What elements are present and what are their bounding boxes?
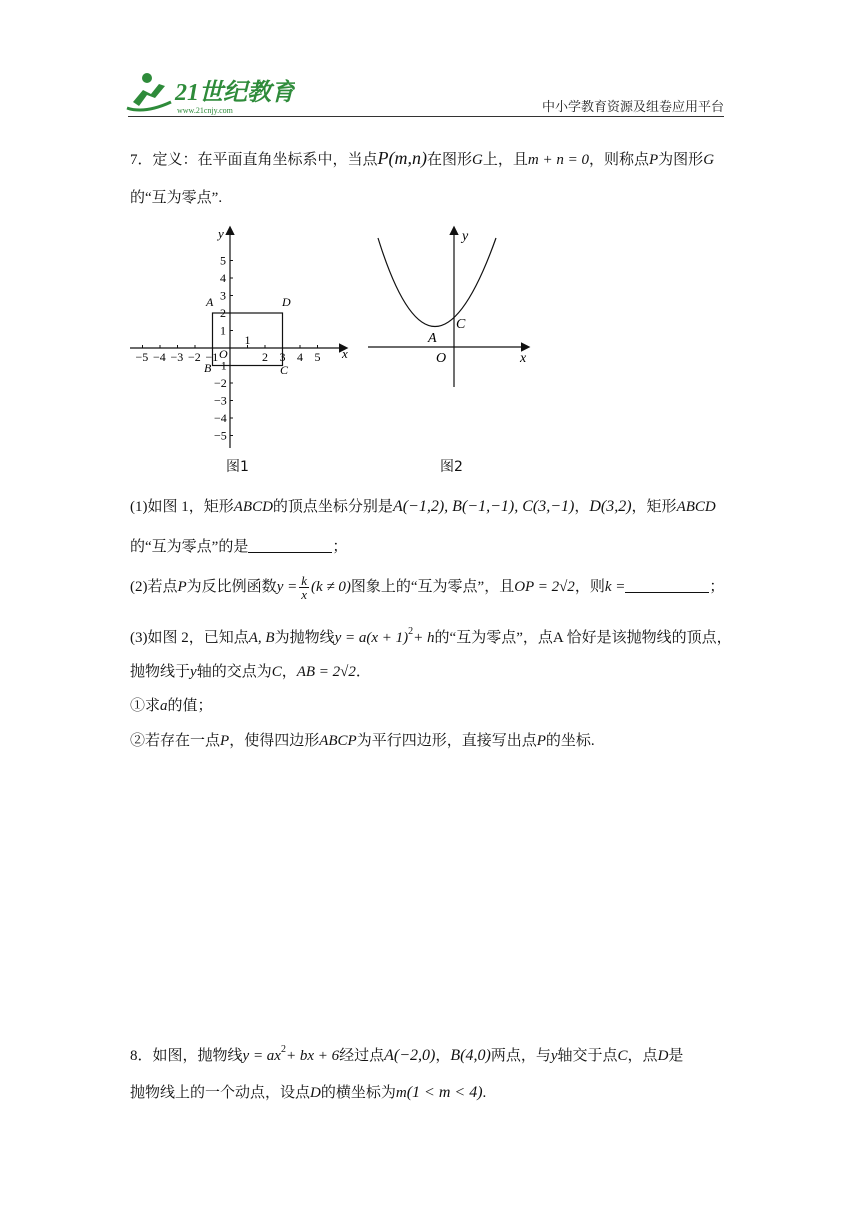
figure-2 xyxy=(360,222,540,392)
k-condition: (k ≠ 0) xyxy=(311,579,351,595)
exponent: 2 xyxy=(280,1044,286,1055)
var-a: a xyxy=(160,698,168,714)
x-tick-label: −5 xyxy=(135,350,149,364)
x-tick-label: −2 xyxy=(188,350,201,364)
fig1-label-a: A xyxy=(206,295,214,309)
text: 在图形 xyxy=(427,152,473,168)
y-tick-label: 3 xyxy=(220,288,226,303)
platform-name: 中小学教育资源及组卷应用平台 xyxy=(541,100,724,115)
y-tick-label: −4 xyxy=(214,411,227,425)
coords: (m,n) xyxy=(388,148,428,168)
x-tick-label: −1 xyxy=(205,350,219,364)
frac-den: x xyxy=(301,587,307,603)
answer-blank-1[interactable] xyxy=(248,538,332,553)
fig1-y-label: y xyxy=(218,226,224,241)
q7-part3-line2 xyxy=(130,662,371,682)
q7-number: 7． xyxy=(130,152,153,168)
text: 为反比例函数 xyxy=(186,579,277,595)
k-eq: k = xyxy=(604,579,626,595)
text: ，则称点 xyxy=(588,152,649,168)
text: ； xyxy=(709,579,725,595)
q8-func-rest: + bx + 6 xyxy=(285,1048,340,1064)
parabola xyxy=(378,238,496,327)
text: ． xyxy=(355,664,371,680)
x-tick-label: 3 xyxy=(279,350,286,364)
rect-name: ABCD xyxy=(233,499,273,515)
var-m: m xyxy=(395,1085,407,1101)
q7-part1-line2 xyxy=(130,537,347,557)
q7-sub1 xyxy=(130,696,213,716)
text: ， xyxy=(281,664,297,680)
text: (3)如图 2，已知点 xyxy=(130,630,249,646)
text: ， xyxy=(574,499,590,515)
var-p: P xyxy=(220,733,230,749)
m-range: (1 < m < 4) xyxy=(406,1084,483,1101)
text: 的值； xyxy=(167,698,213,714)
func-lhs: y = xyxy=(276,579,298,595)
fig2-y-label: y xyxy=(462,229,469,244)
text: 的横坐标为 xyxy=(320,1085,396,1101)
exponent: 2 xyxy=(408,626,414,637)
q7-sub2 xyxy=(130,731,595,751)
text: 图象上的“互为零点”，且 xyxy=(350,579,515,595)
x-tick-label: 5 xyxy=(314,350,321,364)
point-b: B(4,0) xyxy=(450,1047,491,1064)
text: 为图形 xyxy=(658,152,704,168)
q7-part3-line1 xyxy=(130,622,732,648)
q8-number: 8． xyxy=(130,1048,153,1064)
text: 是 xyxy=(668,1048,684,1064)
var-y: y xyxy=(190,664,197,680)
y-tick-label: 4 xyxy=(220,271,226,285)
rect-name: ABCD xyxy=(676,499,716,515)
quad-name: ABCP xyxy=(319,733,357,749)
text: ，使得四边形 xyxy=(229,733,320,749)
vertex-d: D(3,2) xyxy=(589,498,632,515)
text: 经过点 xyxy=(339,1048,385,1064)
y-tick-label: 5 xyxy=(220,253,226,268)
runner-icon xyxy=(127,73,171,110)
figure-1 xyxy=(120,222,360,454)
var-p: P xyxy=(377,148,389,168)
text: 为抛物线 xyxy=(274,630,335,646)
y-tick-label: −2 xyxy=(214,376,227,390)
y-tick-label: 1 xyxy=(220,323,226,338)
var-y: y xyxy=(550,1048,558,1064)
text: 定义：在平面直角坐标系中，当点 xyxy=(152,152,378,168)
var-c: C xyxy=(271,664,282,680)
q7-part1-line1 xyxy=(130,497,716,517)
x-tick-label: 2 xyxy=(262,350,268,364)
func-h: + h xyxy=(413,630,435,646)
fraction-k-x xyxy=(299,574,309,601)
text: ； xyxy=(332,539,348,555)
var-p: P xyxy=(536,733,546,749)
text: 的“互为零点”的是 xyxy=(130,539,249,555)
text: 的坐标. xyxy=(545,733,595,749)
text: (2)若点 xyxy=(130,579,178,595)
text: 抛物线于 xyxy=(130,664,191,680)
var-g: G xyxy=(703,152,715,168)
text: 为平行四边形，直接写出点 xyxy=(356,733,537,749)
vertex-coords: A(−1,2), B(−1,−1), C(3,−1) xyxy=(392,498,575,515)
text: 抛物线上的一个动点，设点 xyxy=(130,1085,311,1101)
text: ， xyxy=(435,1048,451,1064)
text: ，则 xyxy=(574,579,605,595)
q8-line2 xyxy=(130,1083,486,1103)
text: 上，且 xyxy=(482,152,528,168)
fig1-x-label: x xyxy=(342,346,348,361)
text: ②若存在一点 xyxy=(130,733,221,749)
fig1-caption: 图1 xyxy=(226,459,249,475)
fig1-label-d: D xyxy=(282,295,291,309)
var-d: D xyxy=(657,1048,669,1064)
text: ①求 xyxy=(130,698,161,714)
var-g: G xyxy=(472,152,483,168)
answer-blank-2[interactable] xyxy=(625,578,709,593)
q7-stem-line2: 的“互为零点”. xyxy=(130,190,223,206)
header-divider xyxy=(128,116,724,117)
frac-num: k xyxy=(301,573,307,589)
text: ，点 xyxy=(627,1048,658,1064)
y-tick-label: −3 xyxy=(214,393,227,408)
ab-length: AB = 2√2 xyxy=(296,664,356,680)
text: 轴交于点 xyxy=(557,1048,618,1064)
q8-line1 xyxy=(130,1040,683,1066)
point-a: A(−2,0) xyxy=(384,1047,436,1064)
logo-text: 21世纪教育 xyxy=(175,80,295,106)
var-c: C xyxy=(617,1048,628,1064)
text: 的“互为零点”，点A 恰好是该抛物线的顶点， xyxy=(434,630,732,646)
text: (1)如图 1，矩形 xyxy=(130,499,234,515)
fig1-label-b: B xyxy=(204,361,212,375)
text: ，矩形 xyxy=(631,499,677,515)
x-tick-label: −3 xyxy=(170,350,184,364)
op-length: OP = 2√2 xyxy=(514,579,575,595)
x-tick-label: −4 xyxy=(153,350,166,364)
var-p: P xyxy=(177,579,187,595)
text: 的顶点坐标分别是 xyxy=(272,499,393,515)
fig1-origin: O xyxy=(219,347,228,361)
q7-stem-line1 xyxy=(130,148,714,170)
fig2-x-label: x xyxy=(520,351,527,366)
var-p: P xyxy=(649,152,659,168)
points-ab: A, B xyxy=(248,630,275,646)
q8-func: y = ax xyxy=(242,1048,281,1064)
text: 如图，抛物线 xyxy=(152,1048,243,1064)
y-tick-label: 2 xyxy=(220,306,226,320)
y-tick-label: −1 xyxy=(214,358,227,373)
x-tick-label: 1 xyxy=(244,333,251,347)
logo-url: www.21cnjy.com xyxy=(177,106,233,115)
var-d: D xyxy=(310,1085,321,1101)
fig2-caption: 图2 xyxy=(440,459,463,475)
y-tick-label: −5 xyxy=(214,428,227,443)
fig2-label-a: A xyxy=(428,331,437,346)
q7-part2 xyxy=(130,572,724,602)
fig1-label-c: C xyxy=(280,363,289,377)
condition: m + n = 0 xyxy=(527,152,589,168)
text: 轴的交点为 xyxy=(196,664,272,680)
text: . xyxy=(482,1085,487,1101)
fig2-origin: O xyxy=(436,351,447,366)
fig2-label-c: C xyxy=(456,317,466,332)
logo xyxy=(125,68,295,116)
parabola-func: y = a(x + 1) xyxy=(334,630,409,646)
text: 两点，与 xyxy=(490,1048,551,1064)
x-tick-label: 4 xyxy=(297,350,303,364)
